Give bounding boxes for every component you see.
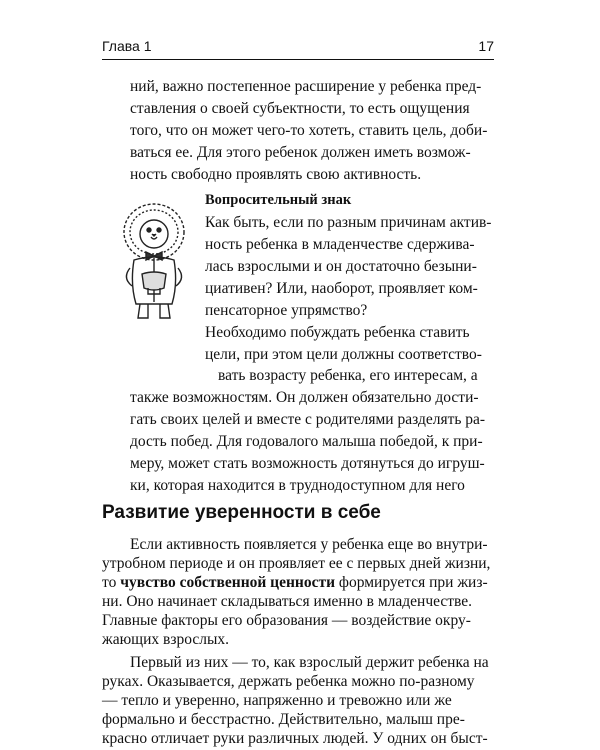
body-line: цели, при этом цели должны соответство-: [205, 346, 482, 363]
page-number: 17: [478, 38, 494, 54]
body-line: Как быть, если по разным причинам актив-: [205, 214, 492, 231]
body-line: гать своих целей и вместе с родителями разделять ра-: [130, 411, 486, 428]
body-line: утробном периоде и он проявляет ее с первых дней жизни,: [102, 555, 491, 572]
body-line: Необходимо побуждать ребенка ставить: [205, 324, 470, 341]
body-line: Главные факторы его образования — воздействие окру-: [102, 612, 471, 629]
body-line: лась взрослыми и он достаточно безыни-: [205, 258, 477, 275]
text-run: то: [102, 574, 121, 591]
body-line: вать возрасту ребенка, его интересам, а: [218, 367, 478, 384]
body-line: Первый из них — то, как взрослый держит ребенка на: [130, 654, 489, 671]
section-heading: Развитие уверенности в себе: [102, 502, 381, 523]
body-line: ваться ее. Для этого ребенок должен иметь возмож-: [130, 144, 471, 161]
sidebar-title: Вопросительный знак: [205, 192, 352, 208]
body-line: ставления о своей субъектности, то есть ощущения: [130, 100, 470, 117]
body-line: также возможностям. Он должен обязательно дости-: [130, 389, 479, 406]
body-line: ность свободно проявлять свою активность.: [130, 166, 422, 183]
body-line: — тепло и уверенно, напряженно и тревожно или же: [102, 692, 452, 709]
body-line: ность ребенка в младенчестве сдержива-: [205, 236, 475, 253]
body-line: дость побед. Для годовалого малыша победой, к при-: [130, 433, 483, 450]
body-line: руках. Оказывается, держать ребенка можно по-разному: [102, 673, 475, 690]
body-line: ний, важно постепенное расширение у ребенка пред-: [130, 78, 482, 95]
body-line: циативен? Или, наоборот, проявляет ком-: [205, 280, 478, 297]
body-line: меру, может стать возможность дотянуться до игруш-: [130, 455, 485, 472]
emphasis-term: чувство собственной ценности: [120, 574, 336, 591]
body-line: жающих взрослых.: [102, 631, 230, 648]
body-line: пенсаторное упрямство?: [205, 302, 368, 319]
body-line: того, что он может чего-то хотеть, ставить цель, доби-: [130, 122, 488, 139]
body-line: [102, 573, 488, 592]
body-line: красно отличает руки различных людей. У одних он быст-: [102, 730, 488, 747]
body-line: ки, которая находится в труднодоступном для него: [130, 477, 465, 494]
body-line: формально и бесстрастно. Действительно, малыш пре-: [102, 711, 465, 728]
body-line: ни. Оно начинает складываться именно в младенчестве.: [102, 593, 473, 610]
lion-illustration: [108, 194, 200, 326]
chapter-label: Глава 1: [102, 38, 152, 54]
body-line: Если активность появляется у ребенка еще во внутри-: [130, 536, 488, 553]
text-run: формируется при жиз-: [335, 574, 488, 591]
header-rule: [102, 59, 494, 60]
